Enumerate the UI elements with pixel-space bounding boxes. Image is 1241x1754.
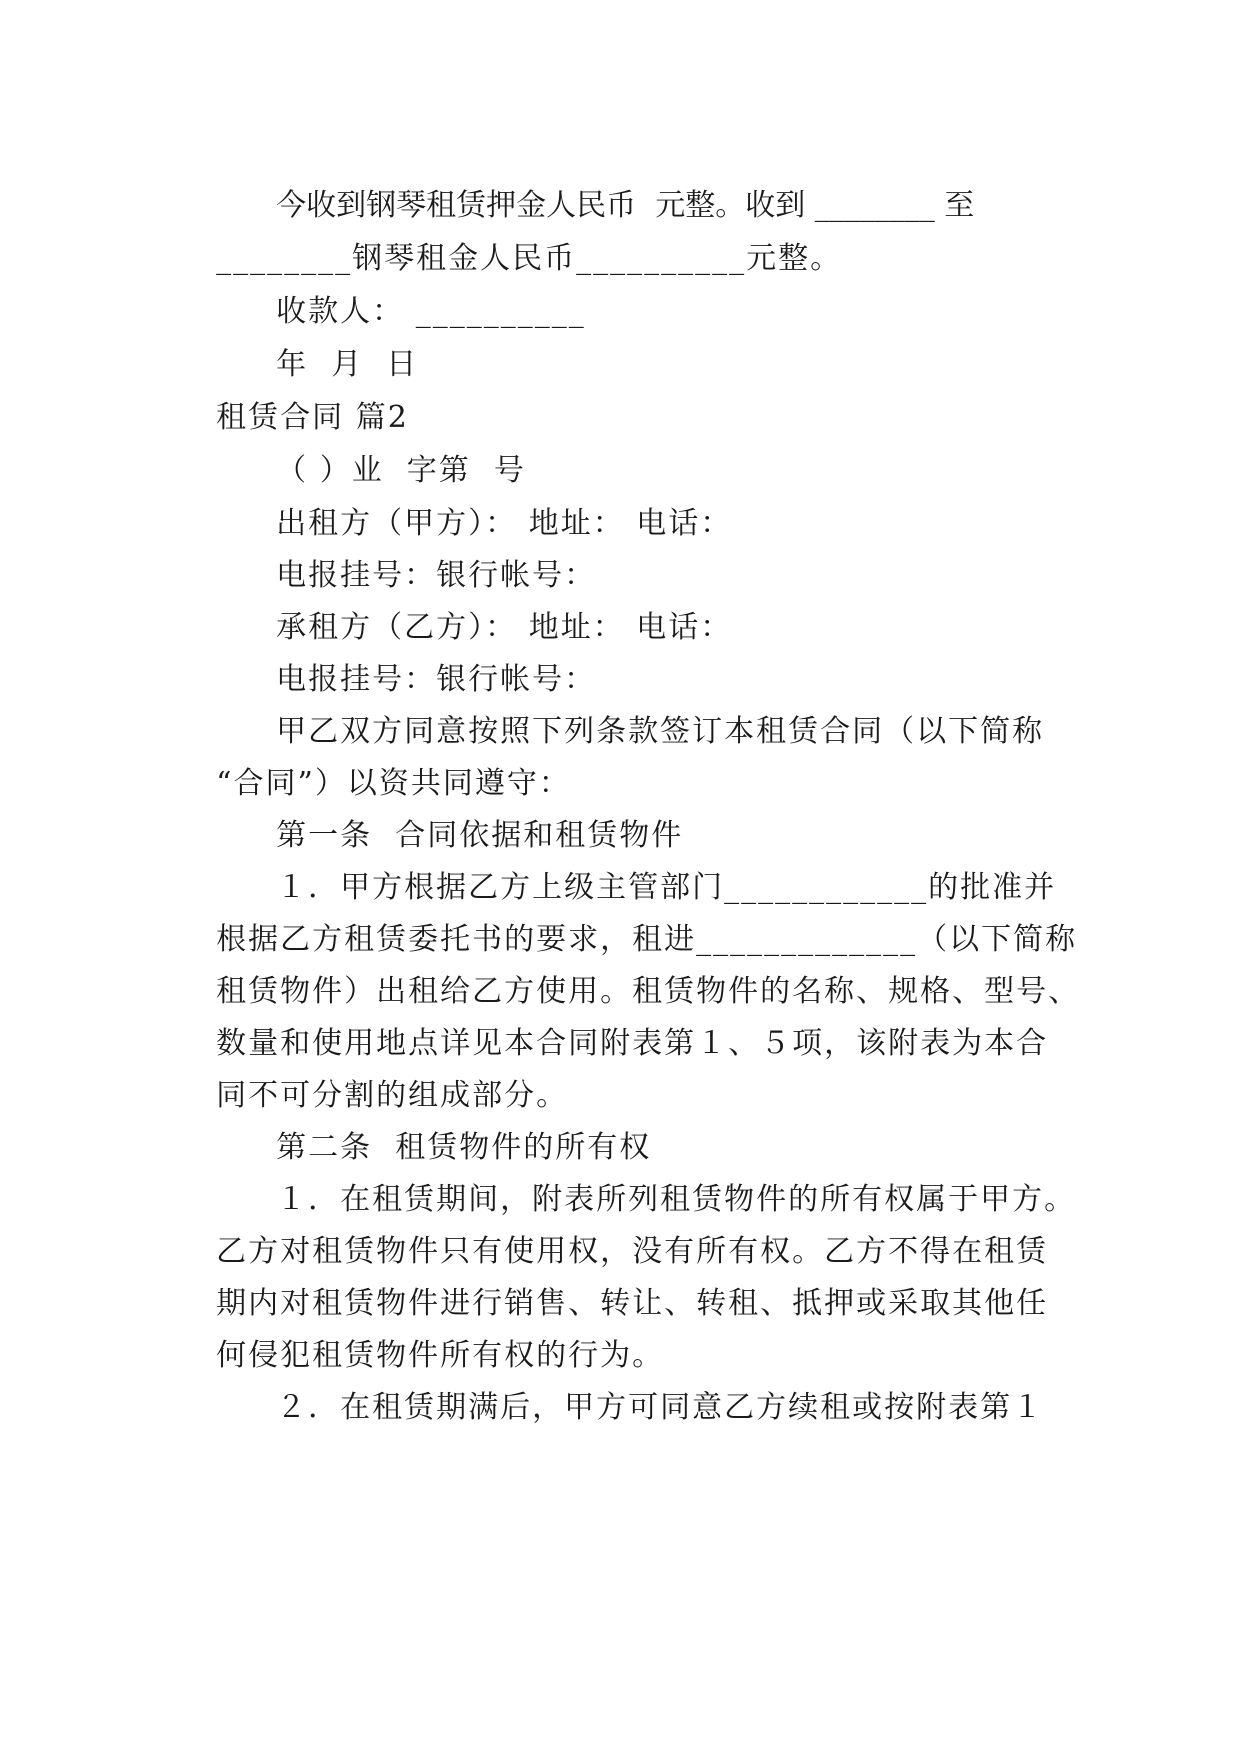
text-line-content: 甲乙双方同意按照下列条款签订本租赁合同（以下简称 — [276, 714, 1045, 749]
text-line-content: 根据乙方租赁委托书的要求，租进_____________（以下简称 — [216, 922, 1078, 957]
text-line-content: 乙方对租赁物件只有使用权，没有所有权。乙方不得在租赁 — [216, 1234, 1049, 1269]
article-heading-text: 第二条 租赁物件的所有权 — [276, 1130, 652, 1165]
text-line-content: 电报挂号：银行帐号： — [276, 662, 597, 697]
text-line — [230, 1348, 1241, 1468]
text-line-content: “合同”）以资共同遵守： — [216, 766, 571, 801]
text-line-content: 同不可分割的组成部分。 — [216, 1078, 569, 1113]
text-line-content: 年 月 日 — [276, 347, 419, 382]
text-line-content: 电报挂号：银行帐号： — [276, 558, 597, 593]
text-line-content: 今收到钢琴租赁押金人民币 元整。收到 ________ 至 — [276, 188, 975, 223]
text-line-content: １．在租赁期间，附表所列租赁物件的所有权属于甲方。 — [276, 1182, 1077, 1217]
text-line-content: 承租方（乙方）： 地址： 电话： — [276, 610, 733, 645]
text-line-content: 何侵犯租赁物件所有权的行为。 — [216, 1338, 665, 1373]
text-line-content: 租赁物件）出租给乙方使用。租赁物件的名称、规格、型号、 — [216, 974, 1081, 1009]
text-line-content: ２．在租赁期满后，甲方可同意乙方续租或按附表第１ — [276, 1390, 1045, 1425]
text-line-content: 收款人： __________ — [276, 294, 586, 329]
text-line-content: （ ）业 字第 号 — [276, 453, 526, 488]
text-line-content: １．甲方根据乙方上级主管部门____________的批准并 — [276, 870, 1057, 905]
text-line-content: 期内对租赁物件进行销售、转让、转租、抵押或采取其他任 — [216, 1286, 1049, 1321]
text-line-content: ________钢琴租金人民币__________元整。 — [216, 241, 843, 276]
section-heading-text: 租赁合同 篇2 — [216, 400, 409, 435]
article-heading-text: 第一条 合同依据和租赁物件 — [276, 818, 684, 853]
text-line-content: 出租方（甲方）： 地址： 电话： — [276, 506, 733, 541]
text-line-content: 数量和使用地点详见本合同附表第１、５项，该附表为本合 — [216, 1026, 1049, 1061]
